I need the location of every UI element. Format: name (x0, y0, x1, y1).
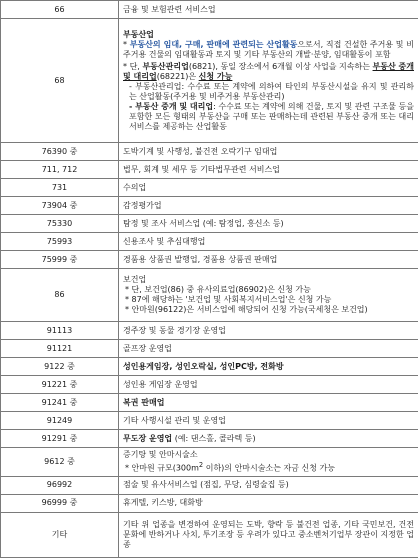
industry-description: 금융 및 보험관련 서비스업 (119, 1, 418, 19)
industry-code: 91121 (1, 340, 119, 358)
table-row (1, 215, 418, 233)
industry-description (119, 269, 418, 322)
industry-code: 91221 중 (1, 376, 119, 394)
industry-description: 수의업 (119, 179, 418, 197)
industry-code: 76390 중 (1, 143, 119, 161)
massage-title: 증기탕 및 안마시술소 (123, 450, 414, 460)
table-row (1, 340, 418, 358)
industry-description: 법무, 회계 및 세무 등 기타법무관련 서비스업 (119, 161, 418, 179)
industry-code: 75330 (1, 215, 119, 233)
table-row (1, 269, 418, 322)
industry-code: 91241 중 (1, 394, 119, 412)
industry-description: 무도장 운영업 (예: 댄스홀, 콜라텍 등) (119, 430, 418, 448)
industry-code: 9612 중 (1, 448, 119, 477)
industry-description: 신용조사 및 추심대행업 (119, 233, 418, 251)
realestate-definition: * 부동산의 임대, 구매, 판매에 관련되는 산업활동으로서, 직접 건설한 주거용 및 비주거용 건물의 임대활동과 토지 및 기타 부동산의 개발·분양, 임대활동이 포함 (123, 40, 414, 60)
industry-description: 탐정 및 조사 서비스업 (예: 탐정업, 흥신소 등) (119, 215, 418, 233)
table-row (1, 394, 418, 412)
table-row (1, 197, 418, 215)
table-row (1, 251, 418, 269)
industry-description: 도박기계 및 사행성, 불건전 오락기구 임대업 (119, 143, 418, 161)
industry-code: 91249 (1, 412, 119, 430)
industry-code: 91113 (1, 322, 119, 340)
industry-code: 68 (1, 19, 119, 143)
industry-description (119, 19, 418, 143)
table-row (1, 448, 418, 477)
industry-code: 66 (1, 1, 119, 19)
industry-description: 성인용게임장, 성인오락실, 성인PC방, 전화방 (119, 358, 418, 376)
table-row (1, 430, 418, 448)
industry-description: 감정평가업 (119, 197, 418, 215)
industry-code: 96999 중 (1, 494, 119, 512)
industry-description: 골프장 운영업 (119, 340, 418, 358)
industry-code: 731 (1, 179, 119, 197)
industry-code: 86 (1, 269, 119, 322)
industry-description (119, 448, 418, 477)
health-note-2: * 87에 해당하는 '보건업 및 사회복지서비스업'은 신청 가능 (123, 295, 414, 305)
industry-code: 9122 중 (1, 358, 119, 376)
industry-description: 휴게텔, 키스방, 대화방 (119, 494, 418, 512)
industry-description: 기타 위 업종을 변경하여 운영되는 도박, 향락 등 불건전 업종, 기타 국민보건, 건전문화에 반하거나 사치, 투기조장 등 우려가 있다고 중소벤처기업부 장관이 지정한 업종 (119, 512, 418, 557)
industry-code: 91291 중 (1, 430, 119, 448)
industry-description: 경품용 상품권 발행업, 경품용 상품권 판매업 (119, 251, 418, 269)
industry-description: 경주장 및 동물 경기장 운영업 (119, 322, 418, 340)
table-row (1, 358, 418, 376)
health-note-3: * 안마원(96122)은 서비스업에 해당되어 신청 가능(국세청은 보건업) (123, 305, 414, 315)
industry-code: 96992 (1, 476, 119, 494)
industry-code: 75999 중 (1, 251, 119, 269)
industry-code: 기타 (1, 512, 119, 557)
realestate-title: 부동산업 (123, 30, 414, 40)
realestate-management-definition: - 부동산관리업: 수수료 또는 계약에 의하여 타인의 부동산시설을 유지 및 관리하는 산업활동(주거용 및 비주거용 부동산관리) (123, 82, 414, 102)
health-title: 보건업 (123, 275, 414, 285)
table-row (1, 476, 418, 494)
industry-description: 점술 및 유사서비스업 (점집, 무당, 심령술집 등) (119, 476, 418, 494)
table-row (1, 512, 418, 557)
table-row (1, 179, 418, 197)
table-row (1, 322, 418, 340)
industry-code: 73904 중 (1, 197, 119, 215)
health-note-1: * 단, 보건업(86) 중 유사의료업(86902)은 신청 가능 (123, 285, 414, 295)
table-row (1, 412, 418, 430)
table-row (1, 161, 418, 179)
industry-description: 성인용 게임장 운영업 (119, 376, 418, 394)
massage-note: * 안마원 규모($300m^2$ 이하)의 안마시술소는 자금 신청 가능 (123, 460, 414, 474)
industry-description: 기타 사행시설 관리 및 운영업 (119, 412, 418, 430)
realestate-exception-note: * 단, 부동산관리업(6821), 동일 장소에서 6개월 이상 사업을 지속하는 부동산 중개 및 대리업(68221)은 신청 가능 (123, 62, 414, 82)
table-row (1, 143, 418, 161)
table-row (1, 1, 418, 19)
table-row (1, 494, 418, 512)
table-row (1, 19, 418, 143)
industry-code: 75993 (1, 233, 119, 251)
table-row (1, 376, 418, 394)
industry-code: 711, 712 (1, 161, 119, 179)
industry-description: 복권 판매업 (119, 394, 418, 412)
realestate-brokerage-definition: - 부동산 중개 및 대리업: 수수료 또는 계약에 의해 건물, 토지 및 관련 구조물 등을 포함한 모든 형태의 부동산을 구매 또는 판매하는데 관련된 부동산 중개 또는 대리 서비스를 제공하는 산업활동 (123, 102, 414, 132)
table-row (1, 233, 418, 251)
